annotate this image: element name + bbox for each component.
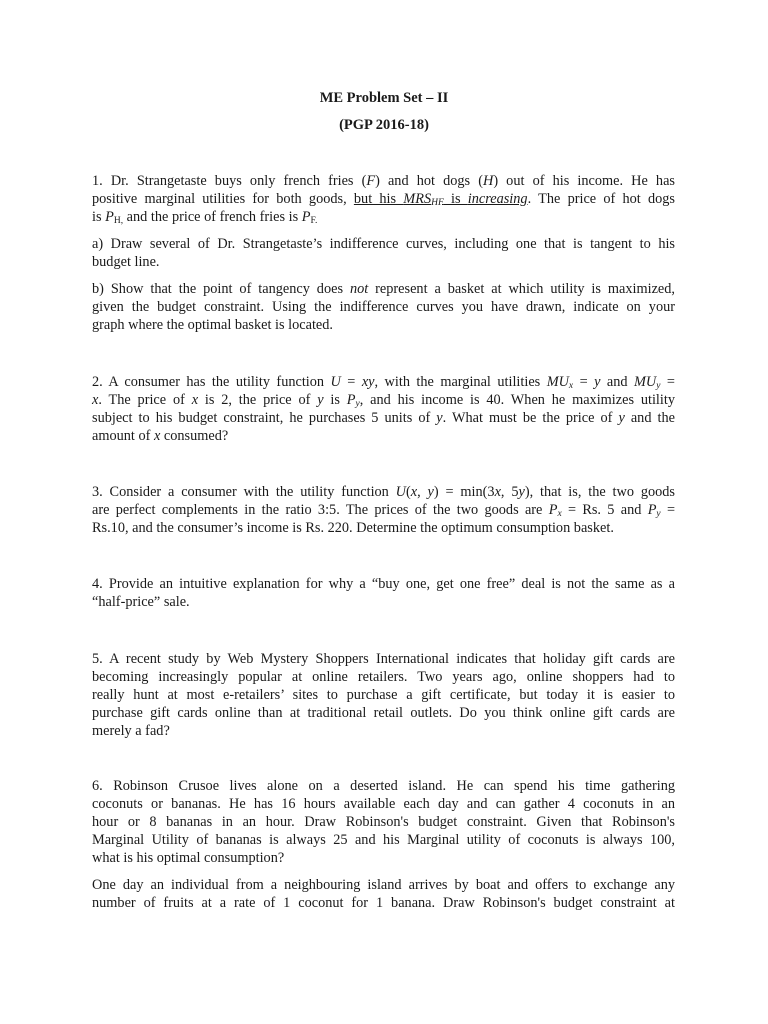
q6-line-5: what is his optimal consumption? <box>92 850 285 866</box>
q2-line-1: 2. A consumer has the utility function U = xy, with the marginal utilities $MU_x = y$ and $MU_y$ = <box>92 374 675 391</box>
q1b-line-1: b) Show that the point of tangency does not represent a basket at which utility is maximized, <box>92 281 675 297</box>
q2-line-2: x. The price of x is 2, the price of y is $P_y$, and his income is 40. When he maximizes utility <box>92 392 675 409</box>
q3-line-3: Rs.10, and the consumer’s income is Rs. 220. Determine the optimum consumption basket. <box>92 520 614 536</box>
q1b-line-2: given the budget constraint. Using the indifference curves you have drawn, indicate on your <box>92 299 675 315</box>
q6-line-2: coconuts or bananas. He has 16 hours available each day and can gather 4 coconuts in an <box>92 796 675 812</box>
q1-line-3: is $P_{H,}$ and the price of french fries is $P_{F.}$ <box>92 209 318 226</box>
q2-line-4: amount of x consumed? <box>92 428 229 444</box>
q1b-line-3: graph where the optimal basket is located. <box>92 317 333 333</box>
q6-paragraph-2-line-1: One day an individual from a neighbouring island arrives by boat and offers to exchange any <box>92 877 675 893</box>
q4-line-2: “half-price” sale. <box>92 594 190 610</box>
q3-line-2: are perfect complements in the ratio 3:5. The prices of the two goods are $P_x = Rs$. 5 and $P_y$ = <box>92 502 676 519</box>
q1a-line-2: budget line. <box>92 254 160 270</box>
q5-line-5: merely a fad? <box>92 723 170 739</box>
q1-line-2: positive marginal utilities for both goods, but his $MRS_{HF}$ is increasing. The price of hot dogs <box>92 191 675 208</box>
q5-line-3: really hunt at most e-retailers’ sites to purchase a gift certificate, but today it is easier to <box>92 687 675 703</box>
q4-line-1: 4. Provide an intuitive explanation for why a “buy one, get one free” deal is not the same as a <box>92 576 675 592</box>
q5-line-4: purchase gift cards online than at traditional retail outlets. Do you think online gift cards are <box>92 705 675 721</box>
q1a-line-1: a) Draw several of Dr. Strangetaste’s indifference curves, including one that is tangent to his <box>92 236 675 252</box>
q6-line-1: 6. Robinson Crusoe lives alone on a deserted island. He can spend his time gathering <box>92 778 675 794</box>
q6-paragraph-2-line-2: number of fruits at a rate of 1 coconut for 1 banana. Draw Robinson's budget constraint at <box>92 895 675 911</box>
q3-line-1: 3. Consider a consumer with the utility function U(x, y) = min(3x, 5y), that is, the two goods <box>92 484 675 500</box>
q6-line-4: Marginal Utility of bananas is always 25 and his Marginal utility of coconuts is always 100, <box>92 832 675 848</box>
q2-line-3: subject to his budget constraint, he purchases 5 units of y. What must be the price of y and the <box>92 410 675 426</box>
document-subtitle: (PGP 2016-18) <box>339 117 429 133</box>
q6-line-3: hour or 8 bananas in an hour. Draw Robinson's budget constraint. Given that Robinson's <box>92 814 675 830</box>
document-title: ME Problem Set – II <box>319 90 449 106</box>
q1-line-1: 1. Dr. Strangetaste buys only french fries (F) and hot dogs (H) out of his income. He has <box>92 173 675 189</box>
q5-line-1: 5. A recent study by Web Mystery Shoppers International indicates that holiday gift cards are <box>92 651 675 667</box>
q5-line-2: becoming increasingly popular at online retailers. Two years ago, online shoppers had to <box>92 669 675 685</box>
